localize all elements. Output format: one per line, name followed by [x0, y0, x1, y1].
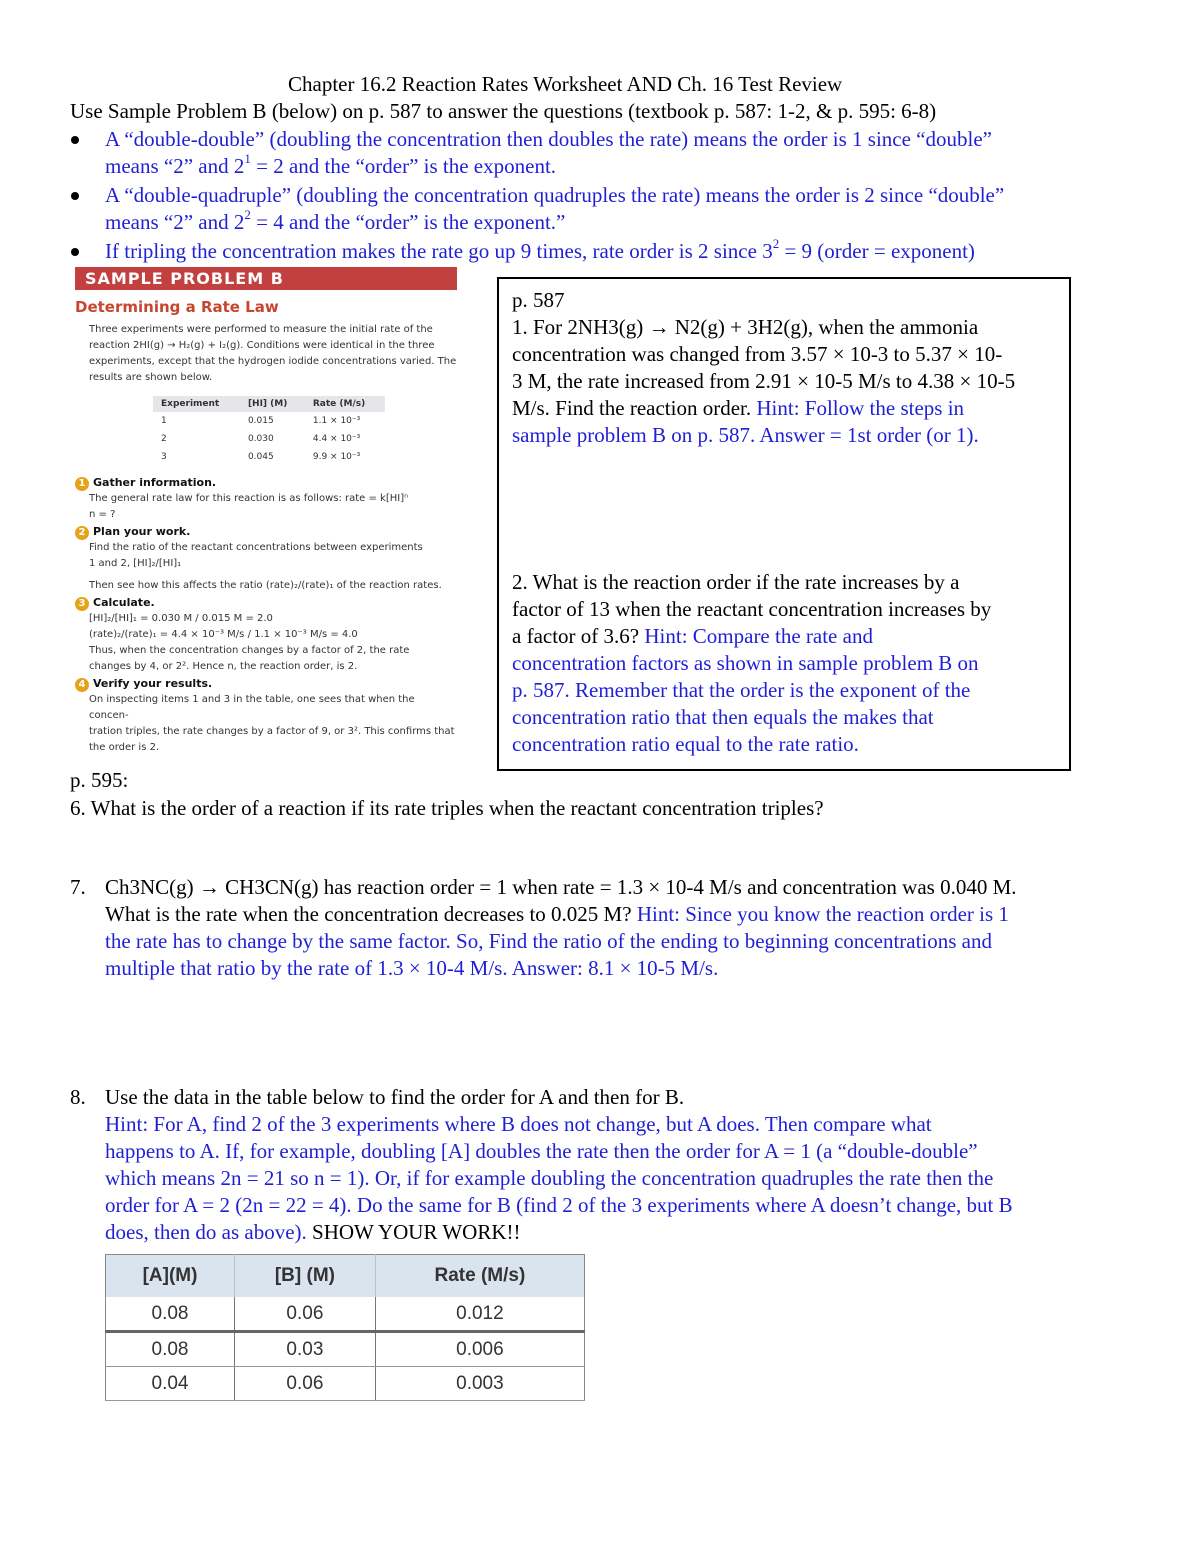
page-reference: p. 595: [70, 768, 129, 792]
question-7-text: Ch3NC(g) → CH3CN(g) has reaction order = 1 when rate = 1.3 × 10-4 M/s and concentration was 0.040 M. [105, 875, 1017, 899]
question-1-hint: Hint: Follow the steps in [756, 396, 965, 420]
table-cell: 0.06 [235, 1297, 376, 1332]
bullet-text: means “2” and 2 [105, 210, 245, 234]
step-text: changes by 4, or 2². Hence n, the reaction order, is 2. [89, 661, 358, 672]
table-cell: 0.03 [235, 1332, 376, 1367]
table-header: [HI] (M) [240, 396, 305, 412]
bullet-item [105, 126, 1004, 180]
step-calculate [75, 596, 457, 675]
table-cell: 0.08 [106, 1332, 235, 1367]
table-header: [A](M) [106, 1255, 235, 1298]
question-7-hint: multiple that ratio by the rate of 1.3 × 10-4 M/s. Answer: 8.1 × 10-5 M/s. [105, 956, 719, 980]
table-cell: 4.4 × 10⁻³ [312, 434, 361, 444]
sample-text: reaction 2HI(g) → H₂(g) + I₂(g). Conditions were identical in the three [89, 340, 435, 351]
bullet-item [105, 182, 1004, 236]
table-cell: 0.003 [375, 1367, 584, 1401]
table-header: Experiment [153, 396, 240, 412]
step-text: Find the ratio of the reactant concentrations between experiments [89, 542, 423, 553]
question-8-hint: which means 2n = 21 so n = 1). Or, if for example doubling the concentration quadruples the rate then the [105, 1166, 994, 1190]
question-8 [70, 1084, 1160, 1246]
question-2-hint: concentration ratio equal to the rate ratio. [512, 732, 859, 756]
question-1-text: concentration was changed from 3.57 × 10-3 to 5.37 × 10- [512, 342, 1003, 366]
step-text: On inspecting items 1 and 3 in the table, one sees that when the concen- [89, 694, 415, 721]
sample-problem-panel [75, 267, 457, 756]
step-text: 1 and 2, [HI]₂/[HI]₁ [89, 558, 182, 569]
question-number: 7. [70, 875, 86, 899]
table-row [106, 1367, 585, 1401]
table-cell: 1.1 × 10⁻³ [312, 416, 361, 426]
question-8-hint: order for A = 2 (2n = 22 = 4). Do the same for B (find 2 of the 3 experiments where A doesn’t change, but B [105, 1193, 1013, 1217]
table-cell: 0.012 [375, 1297, 584, 1332]
question-2-hint: p. 587. Remember that the order is the exponent of the [512, 678, 971, 702]
page-title: Chapter 16.2 Reaction Rates Worksheet AND Ch. 16 Test Review [288, 72, 843, 96]
question-1-text: M/s. Find the reaction order. [512, 396, 752, 420]
table-header: [B] (M) [235, 1255, 376, 1298]
question-8-text: SHOW YOUR WORK!! [312, 1220, 521, 1244]
question-2-text: 2. What is the reaction order if the rate increases by a [512, 570, 960, 594]
bullet-list [105, 126, 1004, 265]
step-text: Then see how this affects the ratio (rate)₂/(rate)₁ of the reaction rates. [89, 580, 442, 591]
step-title: Verify your results. [93, 677, 213, 690]
bullet-icon [71, 192, 79, 200]
sample-description [75, 322, 457, 386]
question-1-text: 3 M, the rate increased from 2.91 × 10-5 M/s to 4.38 × 10-5 [512, 369, 1016, 393]
bullet-text: = 9 (order = exponent) [779, 239, 975, 263]
sample-problem-banner: SAMPLE PROBLEM B [75, 267, 457, 290]
step-title: Gather information. [93, 476, 217, 489]
table-header: Rate (M/s) [305, 396, 385, 412]
step-number-icon: 2 [75, 526, 89, 540]
step-text: n = ? [89, 509, 116, 520]
bullet-text: = 2 and the “order” is the exponent. [250, 154, 557, 178]
table-cell: 0.045 [247, 452, 274, 462]
step-plan [75, 525, 457, 594]
step-equation: (rate)₂/(rate)₁ = 4.4 × 10⁻³ M/s / 1.1 × 10⁻³ M/s = 4.0 [89, 629, 358, 640]
table-cell: 3 [161, 452, 167, 462]
step-number-icon: 4 [75, 678, 89, 692]
table-cell: 0.030 [247, 434, 274, 444]
sample-data-table [153, 396, 385, 466]
table-cell: 1 [161, 416, 167, 426]
question-1-hint: sample problem B on p. 587. Answer = 1st order (or 1). [512, 423, 979, 447]
answer-space [512, 449, 1064, 569]
question-7-hint: Hint: Since you know the reaction order is 1 [636, 902, 1009, 926]
question-1-text: 1. For 2NH3(g) → N2(g) + 3H2(g), when the ammonia [512, 315, 979, 339]
table-cell: 2 [161, 434, 167, 444]
step-gather [75, 476, 457, 523]
step-text: the order is 2. [89, 742, 160, 753]
page-reference: p. 587 [512, 288, 565, 312]
sample-text: results are shown below. [89, 372, 213, 383]
step-text: Thus, when the concentration changes by a factor of 2, the rate [89, 645, 410, 656]
sample-problem-heading: Determining a Rate Law [75, 298, 279, 316]
question-6-text: 6. What is the order of a reaction if its rate triples when the reactant concentration triples? [70, 796, 824, 820]
question-2-text: a factor of 3.6? [512, 624, 640, 648]
exponent: 1 [244, 151, 251, 166]
table-cell: 0.06 [235, 1367, 376, 1401]
bullet-item [105, 238, 1004, 265]
question-2-hint: concentration ratio that then equals the makes that [512, 705, 934, 729]
step-title: Plan your work. [93, 525, 191, 538]
question-number: 8. [70, 1085, 86, 1109]
step-title: Calculate. [93, 596, 155, 609]
step-verify [75, 677, 457, 756]
question-7-text: What is the rate when the concentration decreases to 0.025 M? [105, 902, 632, 926]
step-equation: [HI]₂/[HI]₁ = 0.030 M / 0.015 M = 2.0 [89, 613, 273, 624]
exponent: 2 [244, 207, 251, 222]
rate-data-table [105, 1254, 585, 1401]
bullet-icon [71, 136, 79, 144]
table-row [153, 412, 385, 430]
step-text: tration triples, the rate changes by a factor of 9, or 3². This confirms that [89, 726, 455, 737]
table-header: Rate (M/s) [375, 1255, 584, 1298]
sample-text: Three experiments were performed to measure the initial rate of the [89, 324, 433, 335]
table-cell: 0.006 [375, 1332, 584, 1367]
question-box [497, 277, 1071, 771]
step-number-icon: 3 [75, 597, 89, 611]
table-row [106, 1332, 585, 1367]
question-8-hint: does, then do as above). [105, 1220, 307, 1244]
bullet-text: means “2” and 2 [105, 154, 245, 178]
table-row [106, 1297, 585, 1332]
question-2-hint: concentration factors as shown in sample problem B on [512, 651, 979, 675]
exponent: 2 [772, 236, 780, 251]
table-cell: 0.04 [106, 1367, 235, 1401]
bullet-text: A “double-double” (doubling the concentration then doubles the rate) means the order is 1 since “double” [105, 127, 992, 151]
question-2-text: factor of 13 when the reactant concentration increases by [512, 597, 992, 621]
bullet-text: = 4 and the “order” is the exponent.” [250, 210, 566, 234]
bullet-icon [71, 248, 79, 256]
table-cell: 0.015 [247, 416, 274, 426]
sample-text: experiments, except that the hydrogen iodide concentrations varied. The [89, 356, 457, 367]
table-row [153, 430, 385, 448]
question-8-text: Use the data in the table below to find the order for A and then for B. [105, 1085, 685, 1109]
question-2-hint: Hint: Compare the rate and [644, 624, 873, 648]
question-7-hint: the rate has to change by the same factor. So, Find the ratio of the ending to beginning concentrations and [105, 929, 993, 953]
table-cell: 9.9 × 10⁻³ [312, 452, 361, 462]
question-8-hint: happens to A. If, for example, doubling [A] doubles the rate then the order for A = 1 (a “double-double” [105, 1139, 978, 1163]
step-text: The general rate law for this reaction is as follows: rate = k[HI]ⁿ [89, 493, 409, 504]
question-8-hint: Hint: For A, find 2 of the 3 experiments where B does not change, but A does. Then compare what [105, 1112, 932, 1136]
step-number-icon: 1 [75, 477, 89, 491]
table-cell: 0.08 [106, 1297, 235, 1332]
table-row [153, 448, 385, 466]
bullet-text: If tripling the concentration makes the rate go up 9 times, rate order is 2 since 3 [105, 239, 773, 263]
intro-text: Use Sample Problem B (below) on p. 587 to answer the questions (textbook p. 587: 1-2, & p. 595: 6-8) [70, 99, 937, 123]
question-7 [70, 874, 1150, 982]
bullet-text: A “double-quadruple” (doubling the concentration quadruples the rate) means the order is 2 since “double” [105, 183, 1005, 207]
